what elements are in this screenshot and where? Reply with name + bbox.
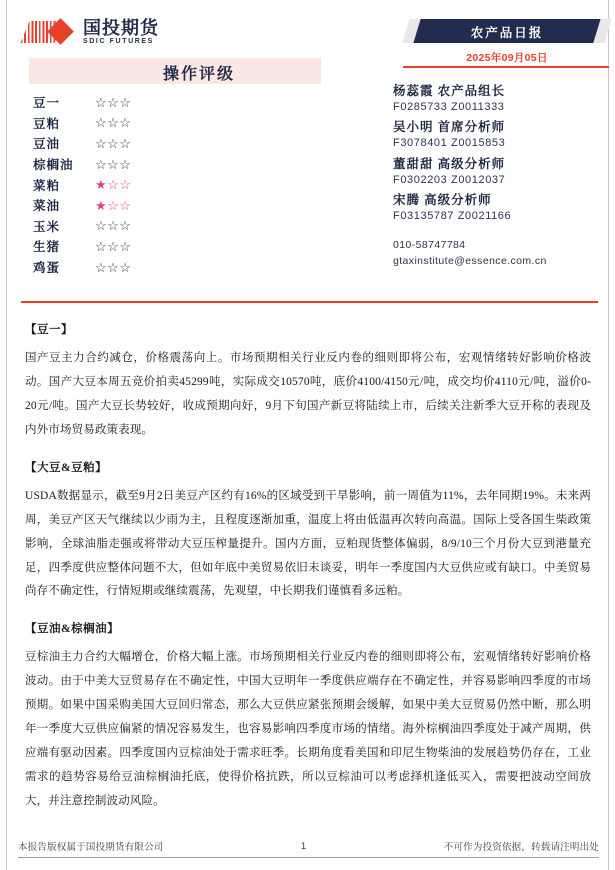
- analyst-name-title: 杨蕊霞 农产品组长: [393, 84, 506, 98]
- report-footer: [7, 832, 608, 858]
- rating-item-name: 豆粕: [33, 116, 61, 131]
- analyst-license-code: F0285733 Z0011333: [393, 100, 505, 113]
- rating-stars-icon: ★☆☆: [95, 197, 132, 213]
- contact-phone[interactable]: 010-58747784: [393, 238, 466, 251]
- rating-stars-icon: ☆☆☆: [95, 259, 132, 275]
- analyst-license-code: F03135787 Z0021166: [393, 210, 512, 223]
- section-paragraph: USDA数据显示，截至9月2日美豆产区约有16%的区域受到干旱影响，前一周值为11%，去年同期19%。未来两周，美豆产区天气继续以少雨为主，且程度逐渐加重，温度上将由低温再次转向高温。国际上受各国生柴政策影响，全球油脂走强或将带动大豆压榨量提升。国内方面，豆粕现货整体偏弱，8/9/10三个月份大豆到港量充足，四季度供应整体问题不大，但如年底中美贸易依旧未谈妥，明年一季度国内大豆供应或有缺口。中美贸易尚存不确定性，行情短期或继续震荡，先观望，中长期我们谨慎看多远粕。: [25, 489, 591, 598]
- footer-divider-rule: [18, 857, 599, 858]
- rating-stars-icon: ☆☆☆: [95, 238, 132, 254]
- logo-company-name-cn: 国投期货: [83, 18, 159, 38]
- rating-row: [33, 113, 263, 134]
- report-date-underline: [403, 66, 609, 68]
- rating-stars-icon: ☆☆☆: [95, 135, 132, 151]
- footer-page-number: 1: [300, 840, 307, 852]
- header-divider-rule: [21, 301, 598, 303]
- rating-item-name: 玉米: [33, 219, 61, 234]
- section-heading: 【大豆&豆粕】: [25, 461, 108, 474]
- contact-email[interactable]: gtaxinstitute@essence.com.cn: [393, 255, 547, 268]
- rating-stars-icon: ☆☆☆: [95, 218, 132, 234]
- rating-row: [33, 133, 263, 154]
- rating-item-name: 生猪: [33, 240, 61, 255]
- analyst-name-title: 吴小明 首席分析师: [393, 120, 506, 135]
- section-paragraph: 国产豆主力合约减仓，价格震荡向上。市场预期相关行业反内卷的细则即将公布，宏观情绪转好影响价格波动。国产大豆本周五竞价拍卖45299吨，实际成交10570吨，底价4100/4150元/吨，成交均价4110元/吨，溢价0-20元/吨。国产大豆长势较好，收成预期向好，9月下旬国产新豆将陆续上市，后续关注新季大豆开称的表现及内外市场贸易政策表现。: [25, 352, 591, 436]
- footer-row: [18, 839, 599, 853]
- rating-stars-icon: ☆☆☆: [95, 94, 132, 110]
- rating-row: [33, 174, 263, 195]
- logo-text-block: [83, 19, 159, 45]
- analyst-name-title: 董甜甜 高级分析师: [393, 156, 506, 171]
- footer-disclaimer: 不可作为投资依据，转载请注明出处: [443, 842, 599, 853]
- rating-stars-icon: ☆☆☆: [95, 115, 132, 131]
- rating-item-name: 鸡蛋: [33, 261, 61, 276]
- report-type-label: 农产品日报: [470, 26, 544, 40]
- rating-item-name: 豆油: [33, 137, 61, 152]
- company-logo: [25, 17, 159, 47]
- contact-block: [393, 237, 613, 270]
- rating-item-name: 菜粕: [33, 178, 61, 193]
- rating-row: [33, 92, 263, 113]
- analyst-name-title: 宋腾 高级分析师: [393, 193, 492, 208]
- section-paragraph: 豆棕油主力合约大幅增仓，价格大幅上涨。市场预期相关行业反内卷的细则即将公布，宏观情绪转好影响价格波动。由于中美大豆贸易存在不确定性，中国大豆明年一季度供应端存在不确定性，并容易影响四季度的市场预期。如果中国采购美国大豆回归常态，那么大豆供应紧张预期会缓解，如果中美大豆贸易仍然中断，那么明年一季度大豆供应偏紧的情况容易发生，也容易影响四季度市场的情绪。海外棕榈油四季度处于减产周期，供应端有驱动因素。四季度国内豆棕油处于需求旺季。长期角度看美国和印尼生物柴油的发展趋势仍存在，工业需求的趋势容易给豆油棕榈油托底，使得价格抗跌，所以豆棕油可以考虑择机逢低买入，需要把波动空间放大，并注意控制波动风险。: [25, 651, 591, 807]
- rating-row: [33, 195, 263, 216]
- rating-item-name: 菜油: [33, 199, 61, 214]
- rating-stars-icon: ★☆☆: [95, 177, 132, 193]
- report-header: [7, 0, 608, 302]
- analyst-list: [393, 78, 613, 269]
- footer-copyright: 本报告版权属于国投期货有限公司: [18, 842, 164, 853]
- report-date: 2025年09月05日: [466, 52, 548, 64]
- rating-panel-title-banner: [29, 58, 321, 84]
- sdic-logo-icon: [25, 19, 77, 45]
- report-type-banner: [406, 19, 608, 43]
- report-body: [7, 310, 608, 830]
- rating-stars-icon: ☆☆☆: [95, 156, 132, 172]
- logo-company-name-en: SDIC FUTURES: [83, 38, 154, 45]
- rating-row: [33, 257, 263, 278]
- rating-row: [33, 236, 263, 257]
- rating-item-name: 棕榈油: [33, 158, 74, 173]
- analyst-license-code: F0302203 Z0012037: [393, 173, 506, 186]
- rating-row: [33, 216, 263, 237]
- rating-list: [33, 92, 263, 277]
- section-heading: 【豆一】: [25, 324, 73, 336]
- analyst-license-code: F3078401 Z0015853: [393, 137, 506, 150]
- rating-panel-title: 操作评级: [162, 66, 235, 83]
- rating-item-name: 豆一: [33, 96, 61, 111]
- rating-row: [33, 154, 263, 175]
- section-heading: 【豆油&棕榈油】: [25, 623, 120, 636]
